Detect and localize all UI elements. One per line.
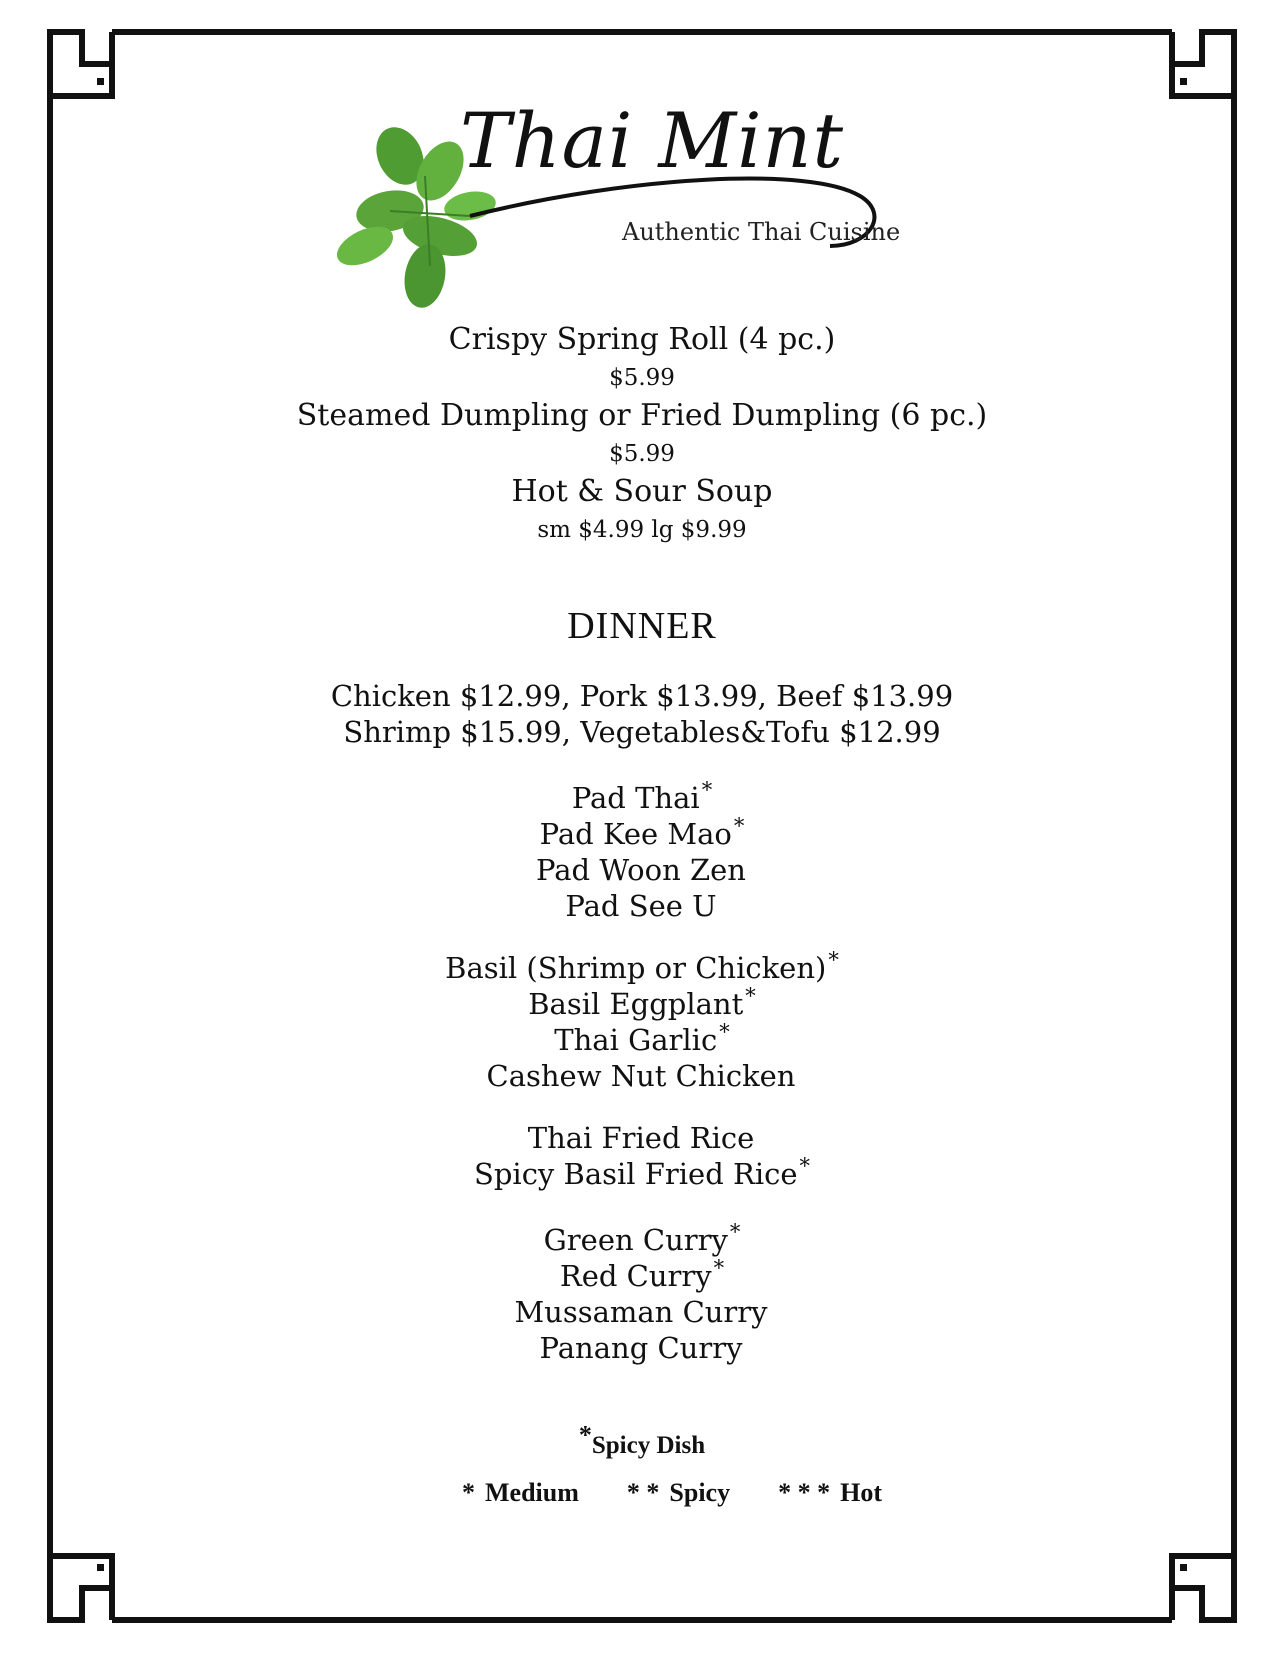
dish-name: Pad Thai — [571, 781, 700, 815]
menu-item-name: Hot & Sour Soup — [511, 474, 773, 509]
dish-name: Pad See U — [565, 889, 717, 923]
spicy-mark: * — [828, 948, 839, 973]
spice-level-legend — [0, 1478, 1284, 1508]
legend-title-row — [0, 1420, 1284, 1460]
spice-label: Hot — [840, 1478, 882, 1507]
spicy-mark: * — [719, 1020, 730, 1045]
dish-item — [0, 1156, 1284, 1192]
dish-name: Red Curry — [559, 1259, 712, 1293]
spicy-mark: * — [713, 1256, 725, 1281]
dish-group-noodles — [0, 780, 1284, 924]
dish-name: Basil Eggplant — [528, 987, 744, 1021]
protein-price-line: Chicken $12.99, Pork $13.99, Beef $13.99 — [330, 679, 954, 713]
spice-level-medium — [462, 1478, 579, 1508]
spicy-mark: * — [745, 984, 756, 1009]
spicy-mark: * — [733, 814, 745, 839]
dish-item — [0, 1258, 1284, 1294]
logo-title: Thai Mint — [460, 96, 845, 185]
protein-price-list — [0, 678, 1284, 750]
dish-name: Thai Garlic — [554, 1023, 718, 1057]
dish-item — [0, 1222, 1284, 1258]
dish-name: Pad Kee Mao — [539, 817, 732, 851]
spicy-mark: * — [799, 1154, 811, 1179]
menu-item-price: $5.99 — [609, 441, 675, 467]
dish-item — [0, 1120, 1284, 1156]
spice-stars: * — [462, 1478, 476, 1507]
dish-item — [0, 852, 1284, 888]
spicy-mark: * — [701, 778, 713, 803]
menu-item-price: sm $4.99 lg $9.99 — [537, 517, 747, 543]
dish-item — [0, 1330, 1284, 1366]
dish-name: Green Curry — [543, 1223, 728, 1257]
dish-item — [0, 888, 1284, 924]
logo-swash — [330, 96, 930, 296]
dish-name: Mussaman Curry — [514, 1295, 768, 1329]
spice-level-hot — [778, 1478, 882, 1508]
spice-label: Spicy — [669, 1478, 731, 1507]
spicy-mark: * — [729, 1220, 741, 1245]
dish-name: Spicy Basil Fried Rice — [473, 1157, 798, 1191]
restaurant-logo — [330, 96, 930, 296]
dish-item — [0, 986, 1284, 1022]
spice-level-spicy — [627, 1478, 730, 1508]
spice-label: Medium — [485, 1478, 579, 1507]
dish-group-fried-rice — [0, 1120, 1284, 1192]
protein-price-line: Shrimp $15.99, Vegetables&Tofu $12.99 — [343, 715, 941, 749]
dish-item — [0, 950, 1284, 986]
dish-item — [0, 1294, 1284, 1330]
spice-stars: * * * — [778, 1478, 831, 1507]
spicy-legend — [0, 1420, 1284, 1460]
legend-star: * — [578, 1420, 592, 1450]
dish-name: Thai Fried Rice — [527, 1121, 755, 1155]
dish-item — [0, 780, 1284, 816]
dish-item — [0, 1058, 1284, 1094]
logo-tagline: Authentic Thai Cuisine — [622, 218, 901, 246]
section-heading-dinner: DINNER — [567, 605, 717, 647]
dish-name: Cashew Nut Chicken — [486, 1059, 796, 1093]
dish-name: Panang Curry — [539, 1331, 743, 1365]
dish-group-stir-fry — [0, 950, 1284, 1094]
dish-item — [0, 816, 1284, 852]
menu-item-name: Steamed Dumpling or Fried Dumpling (6 pc.) — [296, 398, 988, 433]
dish-name: Pad Woon Zen — [536, 853, 746, 887]
menu-item-name: Crispy Spring Roll (4 pc.) — [448, 322, 836, 357]
dish-name: Basil (Shrimp or Chicken) — [445, 951, 827, 985]
appetizer-list — [0, 322, 1284, 550]
legend-title: Spicy Dish — [591, 1432, 706, 1459]
spice-stars: * * — [626, 1478, 660, 1507]
menu-item-price: $5.99 — [609, 365, 675, 391]
dish-group-curry — [0, 1222, 1284, 1366]
dish-item — [0, 1022, 1284, 1058]
